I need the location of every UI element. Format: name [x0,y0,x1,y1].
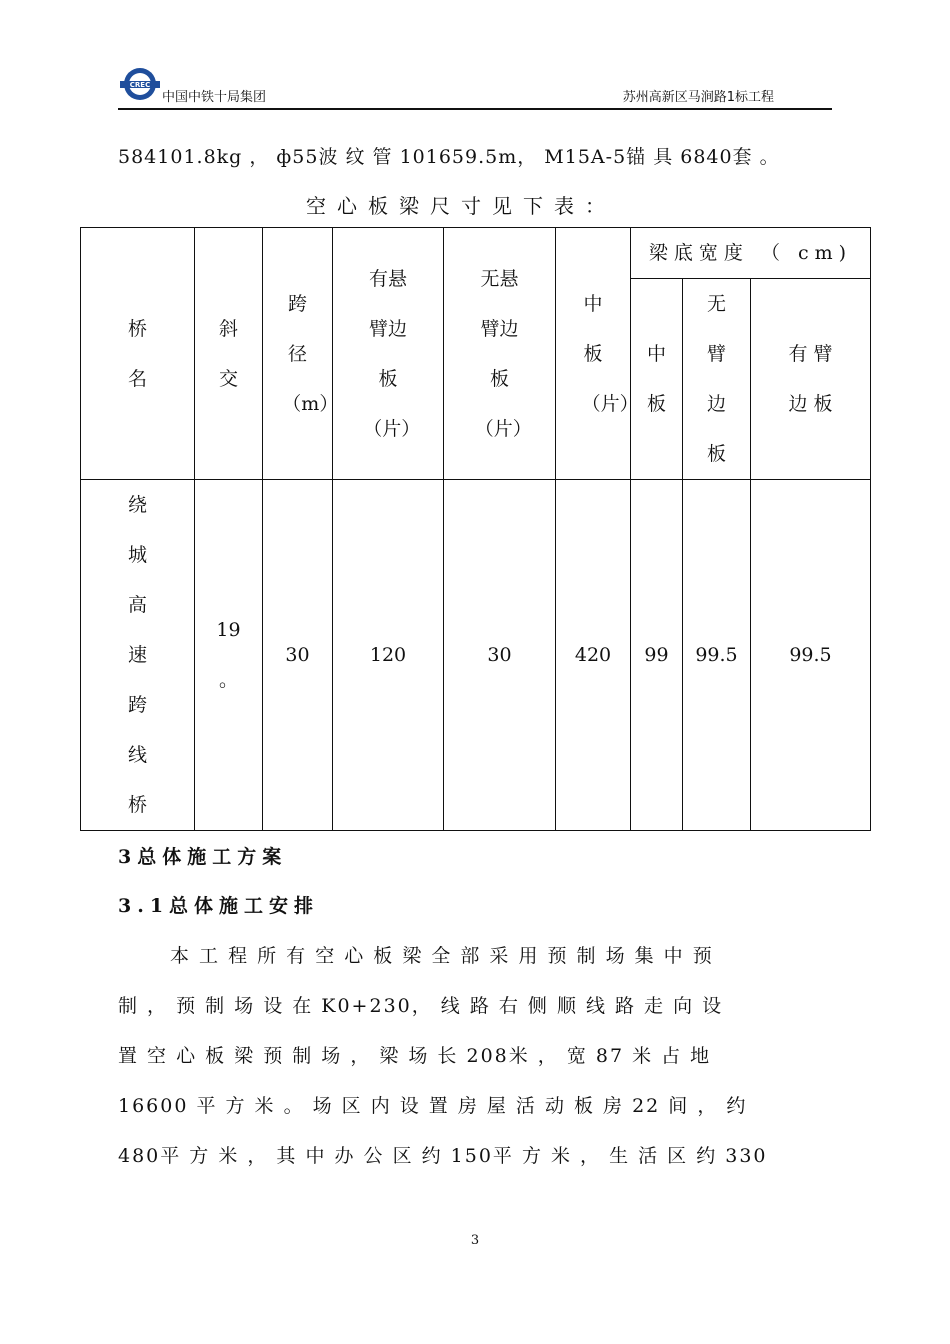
header-sub-no-arm: 无臂边板 [683,279,751,480]
table-header-row [81,228,871,279]
header-bridge-name: 桥名 [81,228,195,480]
cell-no-cantilever-edge: 30 [444,480,556,831]
cell-span: 30 [263,480,333,831]
table-row [81,480,871,831]
cell-cantilever-edge: 120 [333,480,444,831]
header-skew: 斜交 [195,228,263,480]
header-middle: 中板（片） [556,228,631,480]
paragraph-line: 16600 平 方 米 。 场 区 内 设 置 房 屋 活 动 板 房 22 间 ， 约 [118,1095,748,1117]
paragraph-line: 置 空 心 板 梁 预 制 场 ， 梁 场 长 208米 ， 宽 87 米 占 地 [118,1045,712,1067]
paragraph-line: 本 工 程 所 有 空 心 板 梁 全 部 采 用 预 制 场 集 中 预 [170,945,714,967]
cell-skew: 19 。 [195,480,263,831]
cell-width-no-arm: 99.5 [683,480,751,831]
cell-width-middle: 99 [631,480,683,831]
header-cantilever-edge: 有悬臂边板（片） [333,228,444,480]
paragraph-line: 制 ， 预 制 场 设 在 K0+230， 线 路 右 侧 顺 线 路 走 向 设 [118,995,724,1017]
cell-bridge-name: 绕城高速跨线桥 [81,480,195,831]
subsection-heading: 3.1总体施工安排 [118,895,320,917]
logo-text: CREC [129,81,151,89]
cell-width-arm: 99.5 [751,480,871,831]
page-number: 3 [470,1233,480,1248]
paragraph-line: 480平 方 米 ， 其 中 办 公 区 约 150平 方 米 ， 生 活 区 约 330 [118,1145,768,1167]
header-span: 跨径（m） [263,228,333,480]
crec-logo [118,66,164,102]
cell-middle: 420 [556,480,631,831]
header-org: 中国中铁十局集团 [162,90,267,105]
page-header [118,66,832,110]
header-bottom-width: 梁底宽度 （ cm) [631,228,871,279]
section-heading: 3总体施工方案 [118,846,288,868]
materials-line: 584101.8kg ， ф55波 纹 管 101659.5m， M15A-5锚 具 6840套 。 [118,146,780,168]
beam-size-table [80,227,871,831]
header-project: 苏州高新区马涧路1标工程 [622,90,774,105]
header-no-cantilever-edge: 无悬臂边板（片） [444,228,556,480]
header-sub-arm: 有 臂 边 板 [751,279,871,480]
header-sub-middle: 中板 [631,279,683,480]
table-caption: 空心板梁尺寸见下表： [306,194,616,218]
